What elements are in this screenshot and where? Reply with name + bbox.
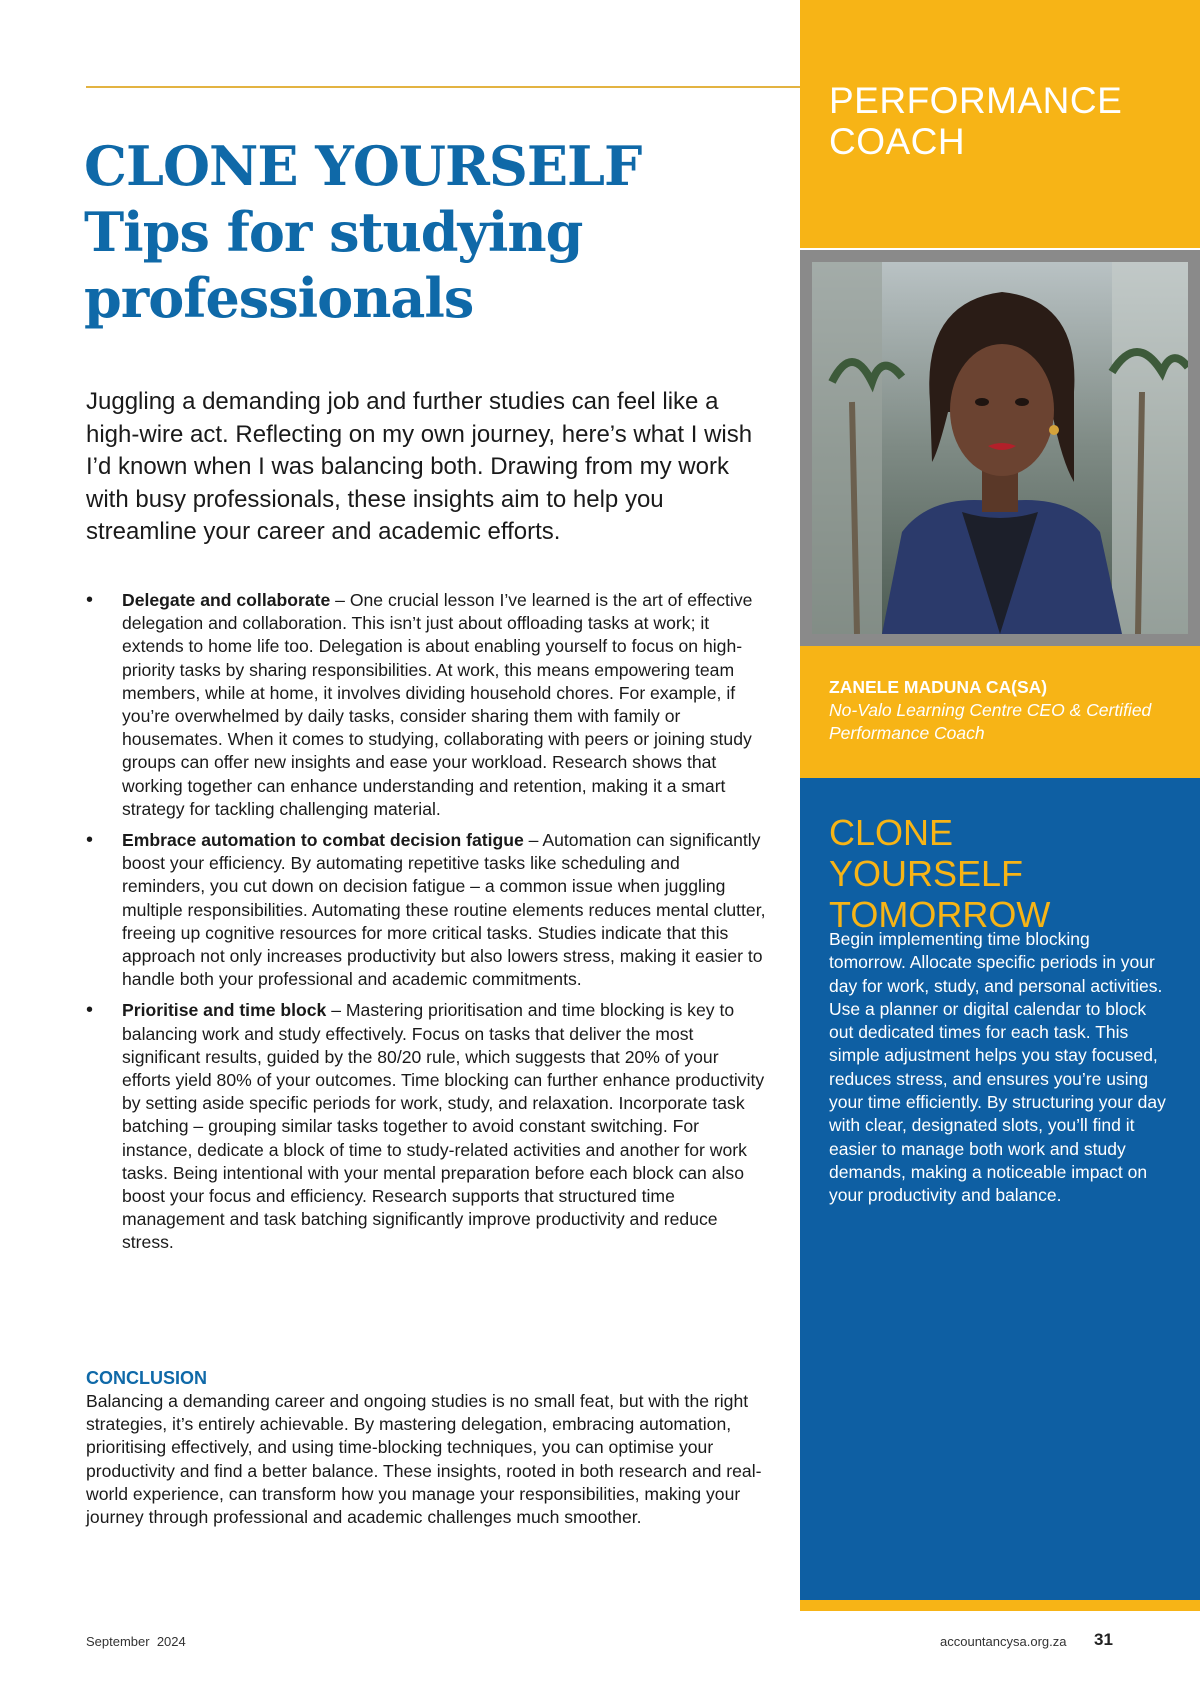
list-item — [86, 589, 766, 821]
top-rule — [86, 86, 800, 88]
tip-text: – Automation can significantly boost your efficiency. By automating repetitive tasks like scheduling and reminders, you cut down on decision fatigue – a common issue when juggling multiple responsibilities. Automating these routine elements reduces mental clutter, freeing up cognitive resources for more critical tasks. Studies indicate that this approach not only increases productivity but also lowers stress, making it easier to handle both your professional and academic commitments. — [122, 830, 766, 990]
bullet-icon: • — [86, 589, 94, 611]
page-number: 31 — [1094, 1630, 1113, 1649]
conclusion-heading: CONCLUSION — [86, 1368, 207, 1388]
author-name: ZANELE MADUNA CA(SA) — [829, 677, 1048, 697]
tip-heading: Embrace automation to combat decision fatigue — [122, 830, 524, 851]
tip-text: – Mastering prioritisation and time blocking is key to balancing work and study effectively. Focus on tasks that deliver the most significant results, guided by the 80/20 rule, which suggests that 20% of your efforts yield 80% of your outcomes. Time blocking can further enhance productivity by setting aside specific periods for work, study, and relaxation. Incorporate task batching – grouping similar tasks together to avoid constant switching. For instance, dedicate a block of time to study-related activities and another for work tasks. Being intentional with your mental preparation before each block can also boost your focus and efficiency. Research supports that structured time management and task batching significantly improve productivity and reduce stress. — [122, 1000, 765, 1253]
author-portrait-image — [812, 262, 1188, 634]
article-title: CLONE YOURSELF — [84, 134, 642, 198]
sidebar-title: CLONE YOURSELF TOMORROW — [829, 812, 1051, 935]
article-intro: Juggling a demanding job and further studies can feel like a high-wire act. Reflecting on my own journey, here’s what I wish I’d known when I was balancing both. Drawing from my work with busy professionals, these insights aim to help you streamline your career and academic efforts. — [86, 388, 753, 545]
footer-website-link[interactable]: accountancysa.org.za — [940, 1634, 1067, 1649]
tip-text: – One crucial lesson I’ve learned is the art of effective delegation and collaboration. This isn’t just about offloading tasks at work; it extends to home life too. Delegation is about enabling yourself to focus on high-priority tasks by sharing responsibilities. At work, this means empowering team members, while at home, it involves dividing household chores. For example, if you’re overwhelmed by daily tasks, consider sharing them with family or housemates. When it comes to studying, collaborating with peers or joining study groups can offer new insights and ease your workload. Research shows that working together can enhance understanding and retention, making it a smart strategy for tackling challenging material. — [122, 590, 753, 819]
tips-list — [86, 589, 766, 1263]
conclusion-section — [86, 1366, 766, 1529]
section-label: PERFORMANCE COACH — [829, 80, 1123, 162]
tip-heading: Prioritise and time block — [122, 1000, 327, 1021]
conclusion-text: Balancing a demanding career and ongoing studies is no small feat, but with the right strategies, it’s entirely achievable. By mastering delegation, embracing automation, prioritising effectively, and using time-blocking techniques, you can optimise your productivity and find a better balance. These insights, rooted in both research and real-world experience, can transform how you manage your responsibilities, making your journey through professional and academic challenges much smoother. — [86, 1391, 762, 1528]
author-role: No-Valo Learning Centre CEO & Certified Performance Coach — [829, 700, 1152, 743]
bullet-icon: • — [86, 829, 94, 852]
article-header — [84, 135, 784, 331]
author-photo — [812, 262, 1188, 634]
footer-date: September 2024 — [86, 1634, 186, 1649]
tip-heading: Delegate and collaborate — [122, 590, 331, 610]
list-item — [86, 999, 766, 1254]
list-item — [86, 829, 766, 991]
sidebar-bottom-rule — [800, 1600, 1200, 1611]
sidebar-text: Begin implementing time blocking tomorrow. Allocate specific periods in your day for work, study, and personal activities. Use a planner or digital calendar to block out dedicated times for each task. This simple adjustment helps you stay focused, reduces stress, and ensures you’re using your time efficiently. By structuring your day with clear, designated slots, you’ll find it easier to manage both work and study demands, making a noticeable impact on your productivity and balance. — [829, 929, 1166, 1206]
bullet-icon: • — [86, 999, 94, 1022]
article-subtitle: Tips for studying professionals — [84, 200, 583, 330]
